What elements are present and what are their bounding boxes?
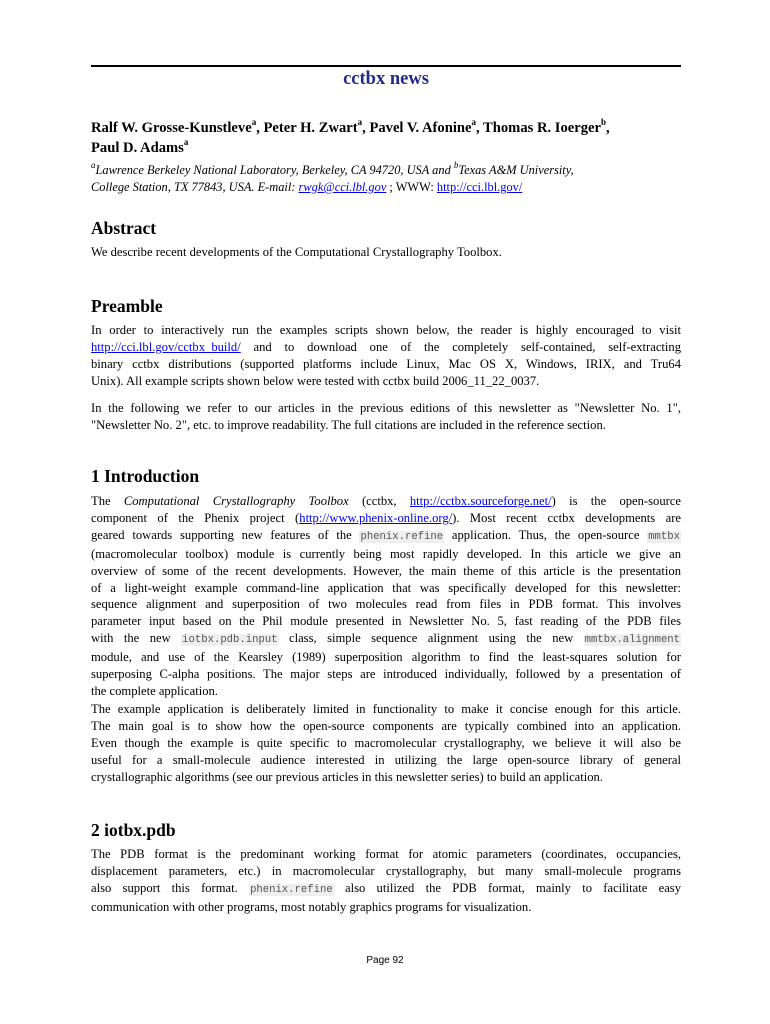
text-line: superposing C-alpha positions. The major steps are introduced individually, followed by a presentation of [91, 667, 681, 682]
text-line: (macromolecular toolbox) module is currently being most rapidly developed. In this article we give an [91, 546, 681, 561]
text-line: The example application is deliberately limited in functionality to make it concise enough for this article. [91, 702, 681, 716]
author-name: Ralf W. Grosse-Kunstleve [91, 120, 252, 136]
text-line [91, 493, 681, 510]
affiliation-mark: b [453, 159, 459, 170]
affiliation-text: Texas A&M University, [458, 163, 574, 177]
text-run: also support this format. [91, 880, 250, 895]
website-link[interactable]: http://cci.lbl.gov/ [436, 180, 523, 194]
text-run: ) is the open-source [551, 494, 681, 508]
cctbx-build-link[interactable]: http://cci.lbl.gov/cctbx_build/ [91, 339, 241, 354]
text-line: The PDB format is the predominant working format for atomic parameters (coordinates, occupancies, [91, 847, 681, 861]
code-mmtbx-alignment: mmtbx.alignment [584, 634, 681, 647]
preamble-heading: Preamble [91, 296, 163, 316]
affiliation-mark: a [183, 137, 189, 148]
text-run: and to download one of the completely self-contained, self-extracting [240, 339, 681, 354]
text-run: with the new [91, 631, 182, 646]
text-line: "Newsletter No. 2", etc. to improve readability. The full citations are included in the reference section. [91, 417, 606, 432]
code-mmtbx: mmtbx [648, 530, 680, 543]
author-name: , Peter H. Zwart [256, 120, 358, 136]
text-line: useful for a small-molecule audience interested in utilizing the large open-source library of general [91, 752, 681, 767]
text-run: also utilized the PDB format, mainly to facilitate easy [333, 880, 681, 895]
phenix-online-link[interactable]: http://www.phenix-online.org/ [299, 510, 453, 525]
top-rule [91, 65, 681, 67]
text-run: The [91, 494, 124, 508]
text-line [91, 339, 681, 356]
text-line: crystallographic algorithms (see our previous articles in this newsletter series) to build an application. [91, 769, 604, 784]
text-line: In the following we refer to our articles in the previous editions of this newsletter as "Newsletter No. 1", [91, 401, 681, 415]
text-line [91, 527, 681, 546]
text-line: Even though the example is quite specific to macromolecular crystallography, we believe it will also be [91, 735, 681, 750]
code-phenix-refine: phenix.refine [360, 530, 444, 543]
affiliation-text: College Station, TX 77843, USA. E-mail: [91, 180, 299, 194]
text-line: Unix). All example scripts shown below were tested with cctbx build 2006_11_22_0037. [91, 373, 540, 388]
text-run: application. Thus, the open-source [444, 527, 648, 542]
affiliation-mark: a [357, 117, 363, 128]
text-line [91, 630, 681, 649]
www-label: ; WWW: [386, 180, 437, 194]
affiliations [91, 159, 691, 196]
text-line: the complete application. [91, 683, 218, 698]
text-line: of a light-weight example command-line application that was specifically developed for this newsletter: [91, 580, 681, 595]
text-run: ). Most recent cctbx developments are [452, 510, 681, 525]
text-run: (cctbx, [348, 494, 410, 508]
emphasis: Computational Crystallography Toolbox [123, 494, 349, 508]
introduction-heading: 1 Introduction [91, 466, 200, 486]
abstract-heading: Abstract [91, 218, 157, 238]
author-list [91, 118, 691, 158]
author-name: Paul D. Adams [91, 140, 184, 156]
preamble-paragraph-2 [91, 400, 681, 434]
iotbx-pdb-heading: 2 iotbx.pdb [91, 820, 176, 840]
affiliation-mark: b [600, 117, 606, 128]
affiliation-mark: a [471, 117, 476, 128]
affiliation-text: Lawrence Berkeley National Laboratory, Berkeley, CA 94720, USA and [95, 163, 454, 177]
text-line [91, 880, 681, 899]
page-number: Page 92 [366, 955, 404, 966]
newsletter-title: cctbx news [343, 69, 429, 89]
text-line: In order to interactively run the examples scripts shown below, the reader is highly encouraged to visit [91, 323, 681, 337]
introduction-paragraph-1 [91, 493, 681, 700]
email-link[interactable]: rwgk@cci.lbl.gov [298, 180, 387, 194]
text-line: parameter input based on the Phil module presented in Newsletter No. 5, fast reading of the PDB files [91, 614, 681, 629]
text-run: geared towards supporting new features of the [91, 527, 360, 542]
abstract-text: We describe recent developments of the Computational Crystallography Toolbox. [91, 245, 502, 259]
cctbx-sourceforge-link[interactable]: http://cctbx.sourceforge.net/ [409, 494, 552, 508]
iotbx-pdb-paragraph [91, 846, 681, 916]
text-line: communication with other programs, most notably graphics programs for visualization. [91, 899, 532, 914]
text-line [91, 510, 681, 527]
author-name: , Pavel V. Afonine [362, 120, 472, 136]
text-line: sequence alignment and superposition of two molecules read from files in PDB format. This involves [91, 597, 681, 612]
text-line: overview of some of the recent developments. However, the main theme of this article is the presentation [91, 563, 681, 578]
author-separator: , [605, 120, 610, 136]
text-run: component of the Phenix project ( [91, 510, 300, 525]
author-name: , Thomas R. Ioerger [475, 120, 601, 136]
text-line: The main goal is to show how the open-source components are typically combined into an application. [91, 718, 681, 733]
affiliation-mark: a [91, 159, 96, 170]
text-line: displacement parameters, etc.) in macromolecular crystallography, but many small-molecule programs [91, 863, 681, 878]
text-run: class, simple sequence alignment using the new [278, 631, 584, 646]
code-phenix-refine: phenix.refine [250, 883, 333, 896]
text-line: binary cctbx distributions (supported platforms include Linux, Mac OS X, Windows, IRIX, and Tru64 [91, 356, 681, 371]
affiliation-mark: a [251, 117, 257, 128]
text-line: module, and use of the Kearsley (1989) superposition algorithm to find the least-squares solution for [91, 650, 681, 665]
code-iotbx-pdb-input: iotbx.pdb.input [182, 634, 278, 647]
introduction-paragraph-2 [91, 701, 681, 786]
preamble-paragraph-1 [91, 322, 681, 390]
